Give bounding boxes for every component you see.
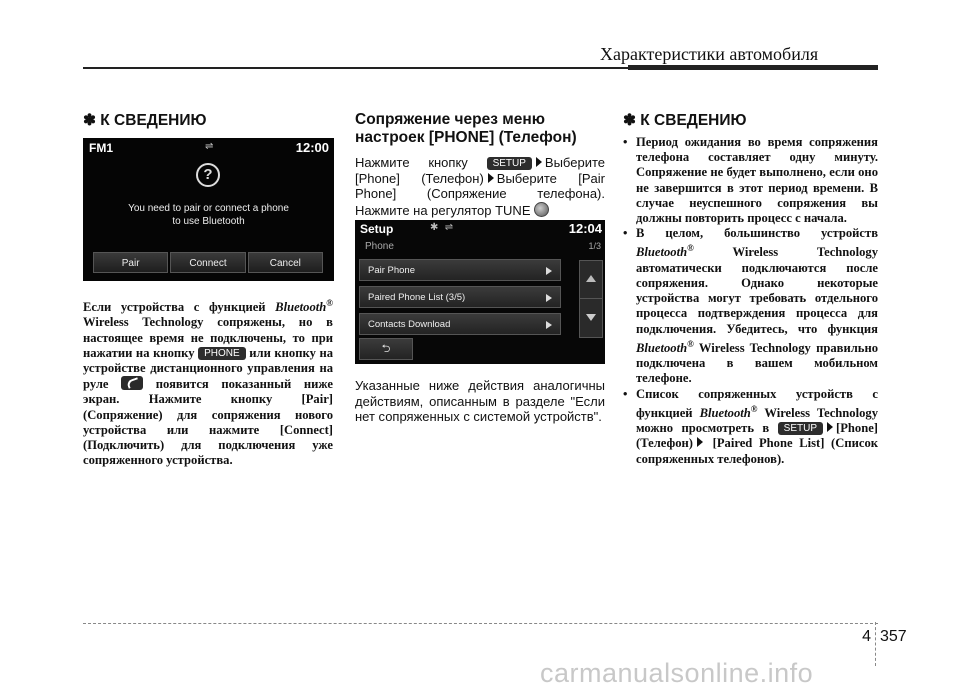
connect-button[interactable]: Connect (170, 252, 245, 273)
menu-item-contacts-download[interactable] (359, 313, 561, 335)
text-a: Если устройства с функцией (83, 300, 266, 315)
note-heading: ✽ К СВЕДЕНИЮ (83, 112, 207, 129)
chapter-number: 4 (862, 628, 871, 645)
p1-b: Выберите [Phone] (Телефон) (355, 155, 605, 186)
menu-item-label: Contacts Download (368, 319, 451, 330)
menu-item-paired-list[interactable] (359, 286, 561, 308)
screen-title: Setup (360, 222, 394, 236)
column-1-text (83, 296, 333, 468)
screen-message (83, 202, 334, 228)
menu-item-label: Pair Phone (368, 265, 416, 276)
n3-b: Wireless Technology можно просмотреть в (636, 406, 878, 436)
tune-knob-icon (534, 202, 549, 217)
chevron-right-icon (546, 294, 552, 302)
footer-rule (83, 623, 878, 624)
arrow-right-icon (827, 422, 833, 432)
page-header-title: Характеристики автомобиля (600, 44, 819, 64)
header-rule-accent (628, 65, 878, 70)
p1-a: Нажмите кнопку (355, 155, 468, 170)
screen-source: FM1 (89, 141, 113, 155)
screen-buttons (93, 252, 323, 273)
bluetooth-word: Bluetooth (699, 406, 751, 421)
menu-item-label: Paired Phone List (3/5) (368, 292, 466, 303)
column-2-text (355, 378, 605, 425)
notes-list (623, 135, 878, 467)
menu-item-pair-phone[interactable] (359, 259, 561, 281)
instruction-paragraph (355, 155, 605, 218)
n3-d: [Paired Phone List] (Список сопряженных телефонов). (636, 436, 878, 466)
screen-subtitle: Phone (365, 241, 394, 252)
scroll-down-icon[interactable] (579, 298, 603, 338)
note-paragraph: Если устройства с функцией Bluetooth® Wireless Technology сопряжены, но в настоящее время не подключены, то при нажатии на кнопку PHONE или кнопку на устройстве дистанционного управления на руле появится показанный ниже экран. Нажмите кнопку [Pair] (Сопряжение) для сопряжения нового устройства или нажмите [Connect] (Подключить) для подключения уже сопряженного устройства. (83, 298, 333, 468)
steering-phone-icon (121, 376, 143, 390)
arrow-right-icon (488, 173, 494, 183)
message-line-2: to use Bluetooth (172, 216, 245, 227)
n3-c: [Phone] (Телефон) (636, 421, 878, 451)
note-heading: ✽ К СВЕДЕНИЮ (623, 112, 747, 129)
setup-key-icon: SETUP (487, 157, 532, 170)
column-note-1 (83, 111, 333, 140)
arrow-right-icon (536, 157, 542, 167)
n2-a: В целом, большинство устройств (636, 226, 878, 241)
phone-key-icon: PHONE (198, 347, 246, 360)
list-item: • В целом, большинство устройств Bluetooth® Wireless Technology автоматически подключаются после сопряжения. Однако некоторые устройства могут требовать отдельного процесса подтверждения процесса для подключения. Убедитесь, что функция Bluetooth® Wireless Technology правильно подключена в вашем мобильном телефоне. (636, 226, 878, 386)
bluetooth-word: Bluetooth (636, 245, 688, 260)
column-note-2 (623, 111, 878, 467)
arrow-right-icon (697, 437, 703, 447)
bluetooth-word: Bluetooth (636, 341, 688, 356)
question-icon: ? (196, 163, 220, 187)
screen-page-indicator: 1/3 (588, 241, 601, 251)
n3-a: Список сопряженных устройств с функцией (636, 386, 878, 421)
cancel-button[interactable]: Cancel (248, 252, 323, 273)
text-d: появится показанный ниже экран. Нажмите кнопку [Pair] (Сопряжение) для сопряжения нового устройства или нажмите [Connect] (Подключить) для подключения уже сопряженного устройства. (83, 377, 333, 468)
column-pairing-setup (355, 111, 605, 218)
screen-time: 12:04 (568, 221, 602, 236)
p1-c: Выберите [Pair Phone] (Сопряжение телефона). Нажмите на регулятор TUNE (355, 170, 605, 218)
setup-key-icon: SETUP (778, 422, 823, 435)
bluetooth-usb-icon: ✱ ⇌ (430, 222, 454, 233)
message-line-1: You need to pair or connect a phone (128, 203, 289, 214)
footer-divider (875, 622, 876, 666)
bluetooth-word: Bluetooth (275, 300, 327, 315)
text-b: Wireless Technology сопряжены, но в настоящее время не подключены, то при нажатии на кнопку (83, 315, 333, 360)
chevron-right-icon (546, 267, 552, 275)
n2-c: Wireless Technology правильно подключена в вашем мобильном телефоне. (636, 341, 878, 386)
section-heading: Сопряжение через меню настроек [PHONE] (Телефон) (355, 111, 577, 146)
note-paragraph: Указанные ниже действия аналогичны действиям, описанным в разделе "Если нет сопряженных с системой устройств". (355, 378, 605, 425)
page-number: 357 (880, 628, 907, 645)
text-c: или кнопку на устройстве дистанционного управления на руле (83, 345, 333, 392)
chevron-right-icon (546, 321, 552, 329)
list-item: • Период ожидания во время сопряжения телефона составляет одну минуту. Сопряжение не будет выполнено, если оно не завершится в этот период времени. В случае неуспешного сопряжения вы должны повторить процесс с начала. (636, 135, 878, 226)
n2-b: Wireless Technology автоматически подключаются после сопряжения. Однако некоторые устройства могут требовать отдельного процесса подтверждения процесса для подключения. Убедитесь, что функция (636, 245, 878, 336)
list-item: • Список сопряженных устройств с функцией Bluetooth® Wireless Technology можно просмотреть в SETUP [Phone] (Телефон) [Paired Phone List] (Список сопряженных телефонов). (636, 387, 878, 467)
screen-pair-connect (83, 138, 334, 281)
usb-icon: ⇌ (205, 141, 214, 152)
pair-button[interactable]: Pair (93, 252, 168, 273)
screen-setup-phone (355, 220, 605, 364)
scroll-up-icon[interactable] (579, 260, 603, 300)
screen-time: 12:00 (295, 140, 329, 155)
watermark: carmanualsonline.info (540, 658, 814, 688)
back-icon[interactable]: ⮌ (359, 338, 413, 360)
